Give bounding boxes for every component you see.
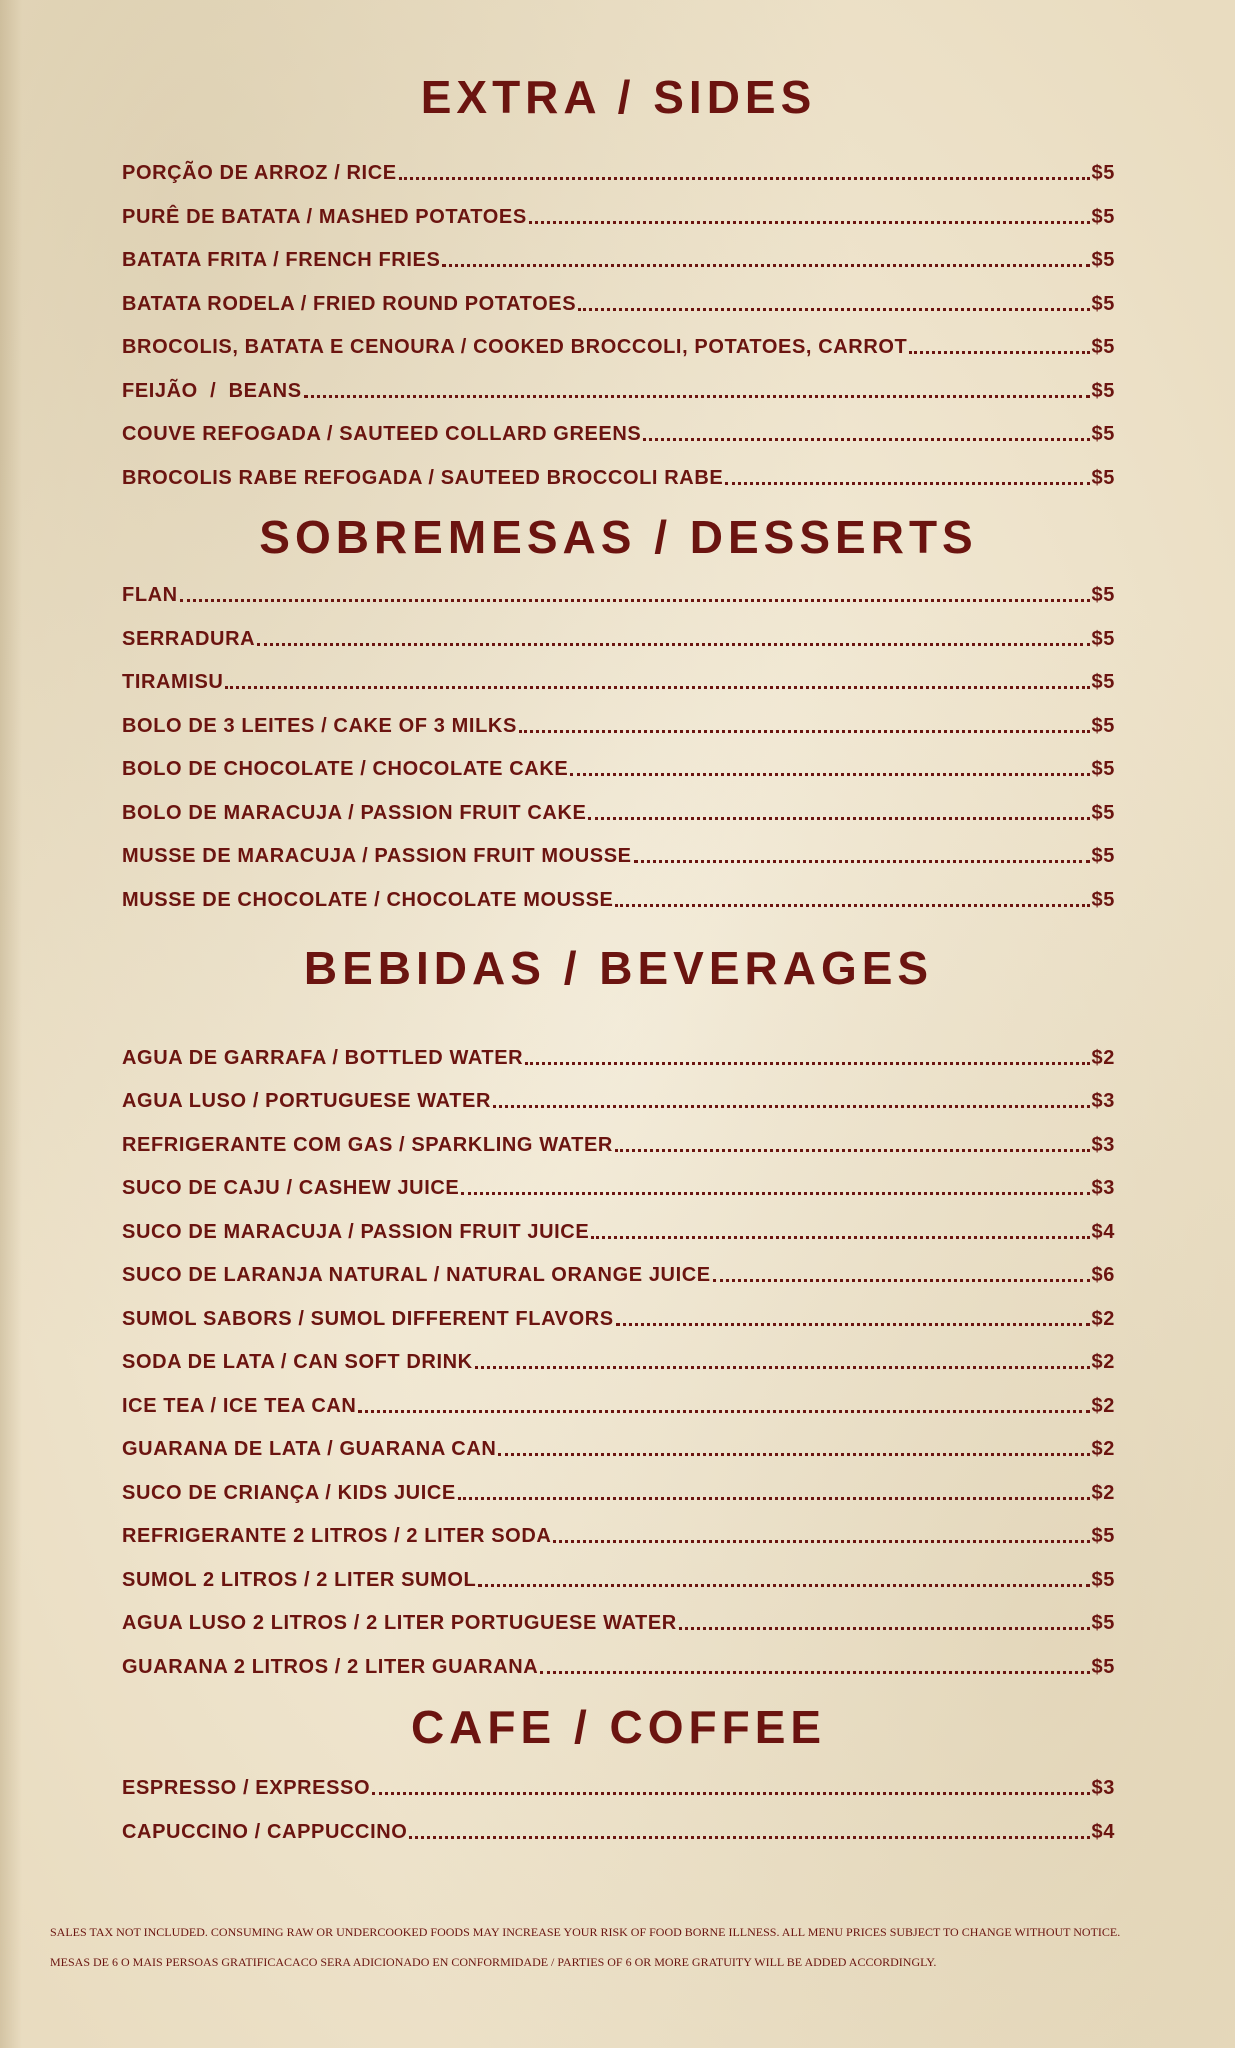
menu-item — [122, 1431, 1115, 1461]
leader-dots — [713, 1279, 1090, 1282]
leader-dots — [525, 1062, 1089, 1065]
item-name: ESPRESSO / EXPRESSO — [122, 1777, 371, 1799]
leader-dots — [519, 730, 1090, 733]
item-price: $2 — [1091, 1438, 1115, 1460]
item-price: $5 — [1091, 423, 1115, 445]
leader-dots — [643, 438, 1089, 441]
leader-dots — [634, 860, 1090, 863]
item-name: SUCO DE CRIANÇA / KIDS JUICE — [122, 1482, 456, 1504]
item-name: TIRAMISU — [122, 671, 224, 693]
item-price: $5 — [1091, 1525, 1115, 1547]
leader-dots — [588, 817, 1089, 820]
menu-item — [122, 1770, 1115, 1800]
item-price: $2 — [1091, 1395, 1115, 1417]
leader-dots — [225, 686, 1089, 689]
menu-item — [122, 373, 1115, 403]
leader-dots — [475, 1366, 1090, 1369]
item-name: SUCO DE CAJU / CASHEW JUICE — [122, 1177, 460, 1199]
item-name: SUMOL 2 LITROS / 2 LITER SUMOL — [122, 1569, 477, 1591]
menu-item — [122, 460, 1115, 490]
leader-dots — [616, 1323, 1090, 1326]
leader-dots — [399, 177, 1090, 180]
item-price: $5 — [1091, 467, 1115, 489]
item-price: $5 — [1091, 802, 1115, 824]
leader-dots — [725, 482, 1089, 485]
leader-dots — [304, 395, 1090, 398]
menu-item — [122, 329, 1115, 359]
item-name: SUMOL SABORS / SUMOL DIFFERENT FLAVORS — [122, 1308, 614, 1330]
menu-item — [122, 155, 1115, 185]
menu-item — [122, 838, 1115, 868]
menu-item — [122, 1344, 1115, 1374]
item-name: PORÇÃO DE ARROZ / RICE — [122, 162, 397, 184]
leader-dots — [529, 221, 1090, 224]
menu-item — [122, 1257, 1115, 1287]
item-price: $5 — [1091, 1656, 1115, 1678]
leader-dots — [478, 1584, 1089, 1587]
item-name: GUARANA 2 LITROS / 2 LITER GUARANA — [122, 1656, 539, 1678]
menu-item — [122, 795, 1115, 825]
item-price: $5 — [1091, 380, 1115, 402]
item-name: MUSSE DE CHOCOLATE / CHOCOLATE MOUSSE — [122, 889, 614, 911]
item-name: AGUA LUSO / PORTUGUESE WATER — [122, 1090, 492, 1112]
item-name: PURÊ DE BATATA / MASHED POTATOES — [122, 206, 527, 228]
section-title-sides: EXTRA / SIDES — [420, 71, 817, 123]
leader-dots — [257, 643, 1089, 646]
item-name: GUARANA DE LATA / GUARANA CAN — [122, 1438, 497, 1460]
item-name: FLAN — [122, 584, 178, 606]
item-name: SUCO DE LARANJA NATURAL / NATURAL ORANGE JUICE — [122, 1264, 711, 1286]
menu-item — [122, 1214, 1115, 1244]
menu-item — [122, 1475, 1115, 1505]
item-price: $5 — [1091, 293, 1115, 315]
leader-dots — [498, 1453, 1089, 1456]
item-price: $3 — [1091, 1090, 1115, 1112]
leader-dots — [570, 773, 1089, 776]
menu-item — [122, 621, 1115, 651]
item-price: $4 — [1091, 1221, 1115, 1243]
footer-gratuity-note: MESAS DE 6 O MAIS PERSOAS GRATIFICACACO SERA ADICIONADO EN CONFORMIDADE / PARTIES OF 6 OR MORE GRATUITY WILL BE ADDED ACCORDINGLY. — [50, 1955, 937, 1969]
menu-item — [122, 1518, 1115, 1548]
leader-dots — [540, 1671, 1089, 1674]
item-price: $5 — [1091, 671, 1115, 693]
menu-item — [122, 286, 1115, 316]
item-name: AGUA LUSO 2 LITROS / 2 LITER PORTUGUESE WATER — [122, 1612, 677, 1634]
leader-dots — [679, 1627, 1090, 1630]
item-price: $5 — [1091, 1569, 1115, 1591]
item-name: BROCOLIS, BATATA E CENOURA / COOKED BROCCOLI, POTATOES, CARROT — [122, 336, 908, 358]
leader-dots — [358, 1410, 1089, 1413]
leader-dots — [409, 1836, 1089, 1839]
item-price: $5 — [1091, 206, 1115, 228]
item-price: $5 — [1091, 715, 1115, 737]
item-price: $3 — [1091, 1777, 1115, 1799]
menu-item — [122, 1388, 1115, 1418]
item-price: $5 — [1091, 845, 1115, 867]
menu-item — [122, 1083, 1115, 1113]
item-price: $5 — [1091, 336, 1115, 358]
menu-item — [122, 577, 1115, 607]
menu-item — [122, 708, 1115, 738]
menu-item — [122, 1562, 1115, 1592]
item-price: $5 — [1091, 249, 1115, 271]
leader-dots — [458, 1497, 1090, 1500]
item-price: $2 — [1091, 1351, 1115, 1373]
section-title-coffee: CAFE / COFFEE — [410, 1701, 827, 1753]
item-price: $5 — [1091, 162, 1115, 184]
item-name: REFRIGERANTE COM GAS / SPARKLING WATER — [122, 1134, 613, 1156]
menu-item — [122, 1649, 1115, 1679]
item-name: CAPUCCINO / CAPPUCCINO — [122, 1821, 408, 1843]
item-name: BOLO DE CHOCOLATE / CHOCOLATE CAKE — [122, 758, 569, 780]
leader-dots — [553, 1540, 1089, 1543]
menu-item — [122, 882, 1115, 912]
item-name: SODA DE LATA / CAN SOFT DRINK — [122, 1351, 473, 1373]
leader-dots — [372, 1792, 1089, 1795]
menu-item — [122, 1605, 1115, 1635]
menu-item — [122, 199, 1115, 229]
item-name: BOLO DE MARACUJA / PASSION FRUIT CAKE — [122, 802, 587, 824]
paper-edge-shadow — [0, 0, 22, 2048]
leader-dots — [591, 1236, 1089, 1239]
section-title-desserts: SOBREMESAS / DESSERTS — [259, 511, 978, 563]
item-price: $2 — [1091, 1047, 1115, 1069]
item-name: AGUA DE GARRAFA / BOTTLED WATER — [122, 1047, 524, 1069]
item-price: $5 — [1091, 889, 1115, 911]
item-price: $5 — [1091, 628, 1115, 650]
leader-dots — [493, 1105, 1090, 1108]
leader-dots — [615, 904, 1089, 907]
item-name: SUCO DE MARACUJA / PASSION FRUIT JUICE — [122, 1221, 590, 1243]
menu-item — [122, 242, 1115, 272]
footer-disclaimer: SALES TAX NOT INCLUDED. CONSUMING RAW OR UNDERCOOKED FOODS MAY INCREASE YOUR RISK OF FOOD BORNE ILLNESS. ALL MENU PRICES SUBJECT TO CHANGE WITHOUT NOTICE. — [50, 1925, 1121, 1939]
item-price: $6 — [1091, 1264, 1115, 1286]
leader-dots — [909, 351, 1089, 354]
menu-item — [122, 1040, 1115, 1070]
item-name: ICE TEA / ICE TEA CAN — [122, 1395, 357, 1417]
leader-dots — [442, 264, 1089, 267]
leader-dots — [461, 1192, 1089, 1195]
menu-item — [122, 1301, 1115, 1331]
item-name: BROCOLIS RABE REFOGADA / SAUTEED BROCCOLI RABE — [122, 467, 724, 489]
item-name: MUSSE DE MARACUJA / PASSION FRUIT MOUSSE — [122, 845, 632, 867]
leader-dots — [578, 308, 1089, 311]
menu-item — [122, 751, 1115, 781]
item-price: $5 — [1091, 758, 1115, 780]
item-price: $2 — [1091, 1308, 1115, 1330]
item-price: $3 — [1091, 1177, 1115, 1199]
menu-item — [122, 664, 1115, 694]
leader-dots — [180, 599, 1090, 602]
item-price: $2 — [1091, 1482, 1115, 1504]
item-name: BATATA RODELA / FRIED ROUND POTATOES — [122, 293, 577, 315]
item-price: $5 — [1091, 584, 1115, 606]
item-name: FEIJÃO / BEANS — [122, 380, 302, 402]
item-price: $5 — [1091, 1612, 1115, 1634]
item-name: BATATA FRITA / FRENCH FRIES — [122, 249, 441, 271]
item-name: SERRADURA — [122, 628, 256, 650]
leader-dots — [615, 1149, 1090, 1152]
section-title-beverages: BEBIDAS / BEVERAGES — [303, 942, 934, 994]
item-name: BOLO DE 3 LEITES / CAKE OF 3 MILKS — [122, 715, 517, 737]
menu-item — [122, 1814, 1115, 1844]
menu-item — [122, 416, 1115, 446]
item-price: $4 — [1091, 1821, 1115, 1843]
item-name: REFRIGERANTE 2 LITROS / 2 LITER SODA — [122, 1525, 552, 1547]
menu-item — [122, 1127, 1115, 1157]
item-price: $3 — [1091, 1134, 1115, 1156]
item-name: COUVE REFOGADA / SAUTEED COLLARD GREENS — [122, 423, 642, 445]
menu-item — [122, 1170, 1115, 1200]
